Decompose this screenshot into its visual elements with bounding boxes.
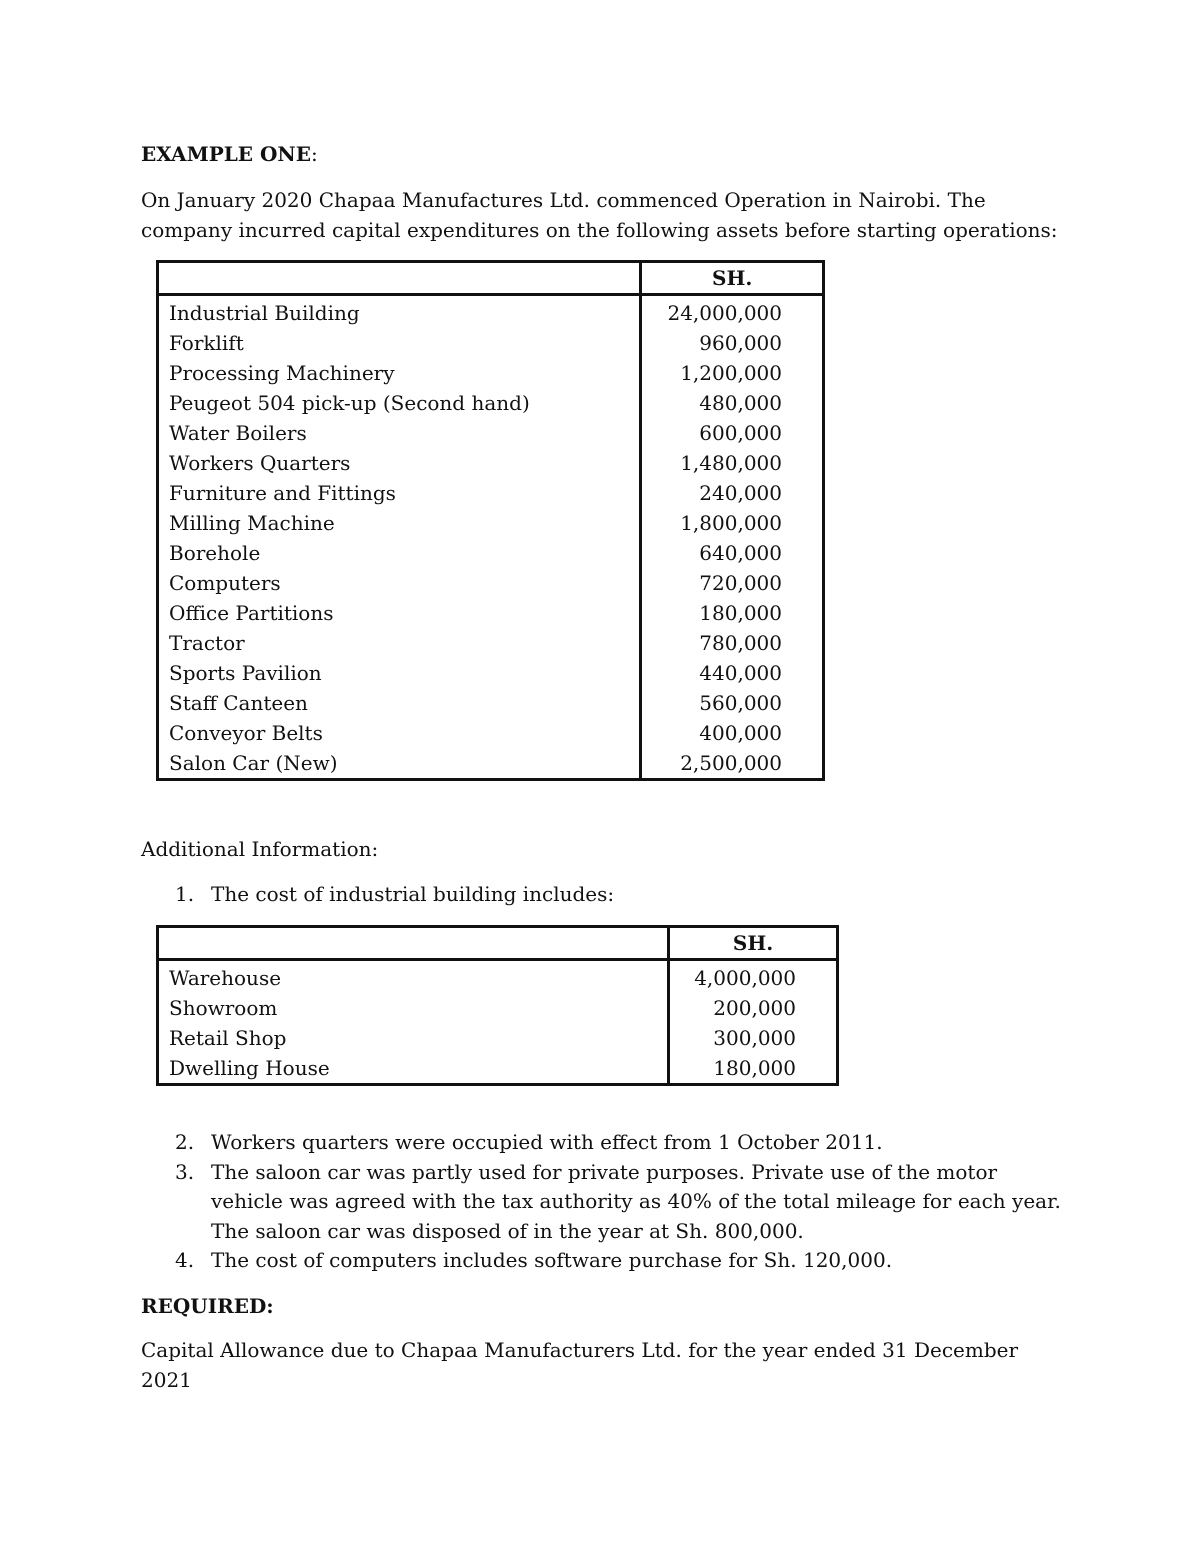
row-label: Warehouse <box>158 960 669 994</box>
building-cost-table <box>156 925 839 1086</box>
building-table-header <box>158 927 838 960</box>
row-value: 780,000 <box>699 631 782 655</box>
intro-paragraph: On January 2020 Chapaa Manufactures Ltd. commenced Operation in Nairobi. The company incurred capital expenditures on the following assets before starting operations: <box>141 188 1058 242</box>
table-row <box>158 688 824 718</box>
example-heading <box>141 142 318 166</box>
required-text: Capital Allowance due to Chapaa Manufacturers Ltd. for the year ended 31 December 2021 <box>141 1338 1019 1392</box>
note-number: 3. <box>175 1159 195 1184</box>
table-row <box>158 328 824 358</box>
row-value: 1,480,000 <box>680 451 782 475</box>
assets-table-header <box>158 262 824 295</box>
table-row <box>158 960 838 994</box>
row-value: 1,800,000 <box>680 511 782 535</box>
table-row <box>158 295 824 329</box>
table-row <box>158 598 824 628</box>
note-text: The saloon car was partly used for private purposes. Private use of the motor vehicle was agreed with the tax authority as 40% of the total mileage for each year. The saloon car was disposed of in the year at Sh. 800,000. <box>211 1159 1061 1243</box>
assets-header-value: SH. <box>641 262 824 295</box>
row-label: Industrial Building <box>158 295 641 329</box>
row-label: Peugeot 504 pick-up (Second hand) <box>158 388 641 418</box>
row-label: Showroom <box>158 993 669 1023</box>
assets-header-label <box>158 262 641 295</box>
note-item-4 <box>141 1246 1061 1276</box>
row-value: 640,000 <box>699 541 782 565</box>
table-row <box>158 748 824 780</box>
table-row <box>158 538 824 568</box>
row-label: Sports Pavilion <box>158 658 641 688</box>
row-label: Tractor <box>158 628 641 658</box>
row-label: Office Partitions <box>158 598 641 628</box>
row-value: 24,000,000 <box>667 301 782 325</box>
note-number: 1. <box>175 882 195 906</box>
row-value: 960,000 <box>699 331 782 355</box>
row-label: Retail Shop <box>158 1023 669 1053</box>
example-colon: : <box>310 142 318 166</box>
additional-info-label: Additional Information: <box>141 837 379 861</box>
table-row <box>158 1053 838 1085</box>
note-text: The cost of industrial building includes: <box>211 882 615 906</box>
example-title: EXAMPLE ONE <box>141 142 311 166</box>
row-label: Milling Machine <box>158 508 641 538</box>
row-label: Salon Car (New) <box>158 748 641 780</box>
note-item-2 <box>141 1128 1061 1158</box>
row-value: 400,000 <box>699 721 782 745</box>
note-text: Workers quarters were occupied with effect from 1 October 2011. <box>211 1130 883 1154</box>
row-label: Borehole <box>158 538 641 568</box>
row-label: Processing Machinery <box>158 358 641 388</box>
building-header-label <box>158 927 669 960</box>
assets-table <box>156 260 825 781</box>
row-value: 180,000 <box>713 1056 796 1080</box>
row-value: 720,000 <box>699 571 782 595</box>
row-value: 300,000 <box>713 1026 796 1050</box>
row-label: Furniture and Fittings <box>158 478 641 508</box>
building-header-value: SH. <box>669 927 838 960</box>
row-label: Water Boilers <box>158 418 641 448</box>
note-item-3 <box>141 1158 1061 1247</box>
table-row <box>158 568 824 598</box>
row-value: 560,000 <box>699 691 782 715</box>
row-label: Computers <box>158 568 641 598</box>
table-row <box>158 448 824 478</box>
row-value: 180,000 <box>699 601 782 625</box>
row-label: Dwelling House <box>158 1053 669 1085</box>
note-text: The cost of computers includes software purchase for Sh. 120,000. <box>211 1248 893 1272</box>
row-value: 440,000 <box>699 661 782 685</box>
table-row <box>158 1023 838 1053</box>
row-value: 2,500,000 <box>680 751 782 775</box>
row-value: 240,000 <box>699 481 782 505</box>
row-label: Workers Quarters <box>158 448 641 478</box>
row-value: 600,000 <box>699 421 782 445</box>
required-heading: REQUIRED: <box>141 1294 274 1318</box>
table-row <box>158 478 824 508</box>
table-row <box>158 628 824 658</box>
note-item-1 <box>141 880 1061 910</box>
row-value: 1,200,000 <box>680 361 782 385</box>
note-number: 2. <box>175 1130 195 1154</box>
row-label: Conveyor Belts <box>158 718 641 748</box>
note-number: 4. <box>175 1248 195 1272</box>
note-list-2 <box>141 1128 1061 1276</box>
table-row <box>158 418 824 448</box>
row-value: 4,000,000 <box>694 966 796 990</box>
table-row <box>158 718 824 748</box>
row-label: Staff Canteen <box>158 688 641 718</box>
row-value: 480,000 <box>699 391 782 415</box>
row-label: Forklift <box>158 328 641 358</box>
table-row <box>158 993 838 1023</box>
table-row <box>158 658 824 688</box>
note-list-1 <box>141 880 1061 910</box>
row-value: 200,000 <box>713 996 796 1020</box>
table-row <box>158 388 824 418</box>
table-row <box>158 508 824 538</box>
table-row <box>158 358 824 388</box>
